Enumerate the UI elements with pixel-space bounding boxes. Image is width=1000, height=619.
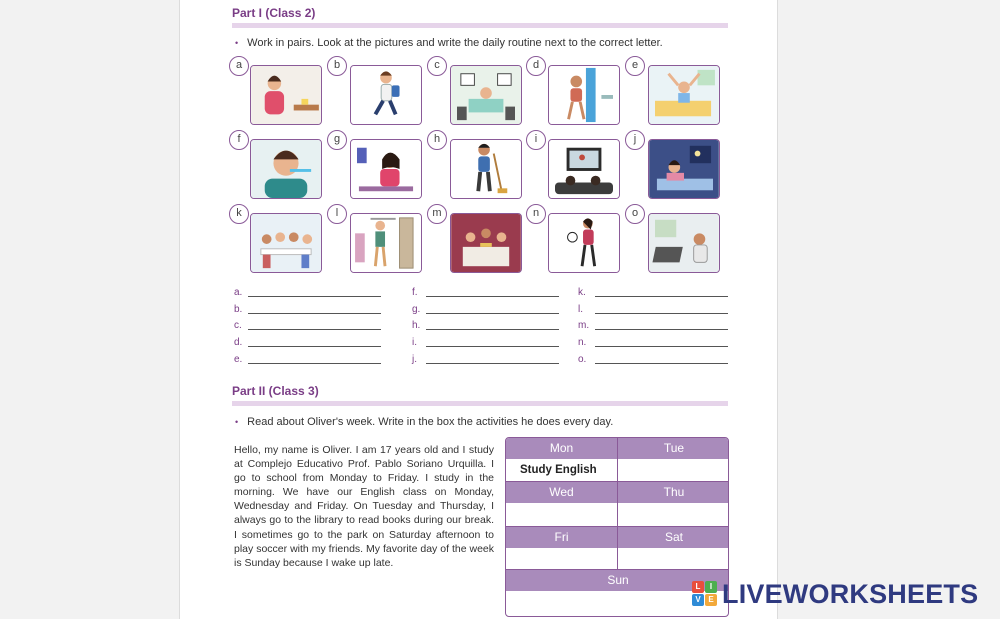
activity-cell-sat[interactable] [618, 548, 729, 571]
family-dinner-icon [450, 213, 522, 273]
answer-line-g[interactable] [412, 304, 562, 315]
picture-letter: a [229, 56, 249, 76]
getting-dressed-icon [350, 213, 422, 273]
answer-letter: h. [412, 320, 421, 331]
picture-letter: o [625, 204, 645, 224]
picture-letter: i [526, 130, 546, 150]
picture-grid [235, 58, 735, 278]
part-1-instruction-text: Work in pairs. Look at the pictures and write the daily routine next to the correct letter. [247, 37, 663, 49]
answer-line-i[interactable] [412, 337, 562, 348]
table-divider [506, 569, 729, 570]
waking-up-in-bed-icon [450, 65, 522, 125]
answer-letter: b. [234, 304, 243, 315]
liveworksheets-logo [692, 578, 978, 610]
answer-letter: g. [412, 304, 421, 315]
boy-running-to-school-icon [350, 65, 422, 125]
part-2-title: Part II (Class 3) [232, 384, 319, 398]
answer-line-o[interactable] [578, 354, 730, 365]
picture-letter: k [229, 204, 249, 224]
day-header-tue: Tue [618, 438, 729, 459]
day-header-wed: Wed [506, 482, 617, 503]
table-divider [506, 481, 729, 482]
table-divider [617, 438, 618, 570]
answer-letter: n. [578, 337, 587, 348]
answer-lines [234, 287, 734, 369]
answer-line-l[interactable] [578, 304, 730, 315]
answer-letter: a. [234, 287, 243, 298]
picture-letter: l [327, 204, 347, 224]
answer-letter: j. [412, 354, 417, 365]
answer-line-f[interactable] [412, 287, 562, 298]
bullet-icon: • [235, 417, 239, 427]
using-laptop-icon [648, 213, 720, 273]
answer-letter: f. [412, 287, 418, 298]
activity-cell-fri[interactable] [506, 548, 617, 571]
part-1-instruction [235, 37, 663, 49]
answer-line-c[interactable] [234, 320, 384, 331]
stretching-in-bed-icon [648, 65, 720, 125]
picture-letter: g [327, 130, 347, 150]
picture-letter: d [526, 56, 546, 76]
day-header-sat: Sat [618, 527, 729, 548]
woman-eating-breakfast-icon [250, 65, 322, 125]
answer-letter: d. [234, 337, 243, 348]
activity-cell-mon[interactable]: Study English [520, 464, 597, 476]
answer-letter: o. [578, 354, 587, 365]
picture-letter: n [526, 204, 546, 224]
picture-letter: m [427, 204, 447, 224]
worksheet-page [179, 0, 778, 619]
answer-letter: l. [578, 304, 583, 315]
day-header-thu: Thu [618, 482, 729, 503]
activity-cell-wed[interactable] [506, 503, 617, 526]
picture-letter: e [625, 56, 645, 76]
part-2-instruction-text: Read about Oliver's week. Write in the box the activities he does every day. [247, 416, 614, 428]
answer-line-a[interactable] [234, 287, 384, 298]
girl-in-bed-at-night-icon [648, 139, 720, 199]
answer-line-b[interactable] [234, 304, 384, 315]
part-1-title: Part I (Class 2) [232, 6, 316, 20]
brand-name: LIVEWORKSHEETS [722, 578, 979, 609]
part-2-divider [232, 401, 728, 406]
boy-sweeping-floor-icon [450, 139, 522, 199]
day-header-mon: Mon [506, 438, 617, 459]
answer-letter: e. [234, 354, 243, 365]
brushing-teeth-icon [250, 139, 322, 199]
family-eating-at-table-icon [250, 213, 322, 273]
activity-cell-thu[interactable] [618, 503, 729, 526]
part-2-instruction [235, 416, 613, 428]
answer-line-e[interactable] [234, 354, 384, 365]
answer-line-k[interactable] [578, 287, 730, 298]
day-header-fri: Fri [506, 527, 617, 548]
answer-letter: m. [578, 320, 590, 331]
day-header-sun: Sun [506, 570, 729, 591]
picture-letter: c [427, 56, 447, 76]
answer-line-m[interactable] [578, 320, 730, 331]
person-taking-shower-icon [548, 65, 620, 125]
answer-line-j[interactable] [412, 354, 562, 365]
watching-tv-icon [548, 139, 620, 199]
activity-cell-tue[interactable] [618, 459, 729, 482]
girl-doing-homework-icon [350, 139, 422, 199]
bullet-icon: • [235, 38, 239, 48]
answer-letter: c. [234, 320, 242, 331]
picture-letter: f [229, 130, 249, 150]
picture-letter: b [327, 56, 347, 76]
playing-soccer-icon [548, 213, 620, 273]
answer-letter: k. [578, 287, 586, 298]
picture-letter: j [625, 130, 645, 150]
answer-line-n[interactable] [578, 337, 730, 348]
reading-passage: Hello, my name is Oliver. I am 17 years old and I study at Complejo Educativo Prof. Pablo Soriano Urquilla. I go to school from Monday to Friday. I study in the morning. We have our English class on Monday, Wednesday and Friday. On Tuesday and Thursday, I always go to the library to read books during our break. I sometimes go to the park on Saturday afternoon to play soccer with my friends. My favorite day of the week is Sunday because I wake up late. [234, 444, 494, 569]
picture-letter: h [427, 130, 447, 150]
answer-line-h[interactable] [412, 320, 562, 331]
part-1-divider [232, 23, 728, 28]
logo-blocks-icon: L I V E [692, 581, 718, 607]
answer-letter: i. [412, 337, 417, 348]
table-divider [506, 526, 729, 527]
answer-line-d[interactable] [234, 337, 384, 348]
